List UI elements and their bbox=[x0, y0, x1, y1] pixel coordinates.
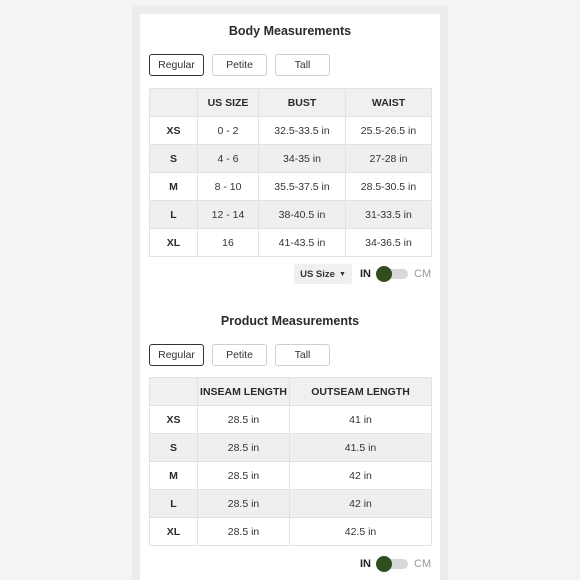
header-cell bbox=[150, 89, 198, 117]
table-cell: 8 - 10 bbox=[198, 173, 259, 201]
size-cell: XS bbox=[150, 406, 198, 434]
size-cell: S bbox=[150, 145, 198, 173]
product-tab-petite[interactable]: Petite bbox=[212, 344, 267, 366]
size-cell: XL bbox=[150, 229, 198, 257]
table-cell: 12 - 14 bbox=[198, 201, 259, 229]
table-row bbox=[150, 518, 432, 546]
unit-in-label: IN bbox=[360, 558, 371, 570]
table-cell: 28.5 in bbox=[198, 490, 290, 518]
body-measurements-table bbox=[149, 88, 432, 257]
table-row bbox=[150, 229, 432, 257]
caret-down-icon: ▼ bbox=[338, 270, 346, 278]
toggle-knob bbox=[376, 556, 392, 572]
body-tab-tall[interactable]: Tall bbox=[275, 54, 330, 76]
product-tab-tall[interactable]: Tall bbox=[275, 344, 330, 366]
table-row bbox=[150, 462, 432, 490]
size-cell: M bbox=[150, 173, 198, 201]
unit-in-label: IN bbox=[360, 268, 371, 280]
table-row bbox=[150, 406, 432, 434]
table-cell: 28.5-30.5 in bbox=[346, 173, 432, 201]
table-row bbox=[150, 173, 432, 201]
unit-cm-label: CM bbox=[414, 268, 432, 280]
table-row bbox=[150, 434, 432, 462]
table-cell: 28.5 in bbox=[198, 518, 290, 546]
table-cell: 42 in bbox=[290, 462, 432, 490]
unit-cm-label: CM bbox=[414, 558, 432, 570]
product-measurements-table bbox=[149, 377, 432, 546]
table-row bbox=[150, 201, 432, 229]
unit-toggle[interactable] bbox=[380, 269, 408, 279]
product-fit-tabs bbox=[149, 344, 330, 366]
size-cell: L bbox=[150, 201, 198, 229]
header-cell: OUTSEAM LENGTH bbox=[290, 378, 432, 406]
table-cell: 38-40.5 in bbox=[259, 201, 346, 229]
header-cell: WAIST bbox=[346, 89, 432, 117]
table-cell: 34-36.5 in bbox=[346, 229, 432, 257]
body-tab-regular[interactable]: Regular bbox=[149, 54, 204, 76]
size-cell: XS bbox=[150, 117, 198, 145]
product-tab-regular[interactable]: Regular bbox=[149, 344, 204, 366]
header-cell bbox=[150, 378, 198, 406]
table-cell: 35.5-37.5 in bbox=[259, 173, 346, 201]
header-cell: INSEAM LENGTH bbox=[198, 378, 290, 406]
table-header-row bbox=[150, 378, 432, 406]
table-cell: 27-28 in bbox=[346, 145, 432, 173]
size-cell: M bbox=[150, 462, 198, 490]
table-header-row bbox=[150, 89, 432, 117]
table-cell: 25.5-26.5 in bbox=[346, 117, 432, 145]
table-cell: 42 in bbox=[290, 490, 432, 518]
body-measurements-title: Body Measurements bbox=[228, 24, 352, 38]
table-cell: 41-43.5 in bbox=[259, 229, 346, 257]
table-cell: 41 in bbox=[290, 406, 432, 434]
table-cell: 16 bbox=[198, 229, 259, 257]
body-tab-petite[interactable]: Petite bbox=[212, 54, 267, 76]
table-row bbox=[150, 117, 432, 145]
body-fit-tabs bbox=[149, 54, 330, 76]
table-cell: 31-33.5 in bbox=[346, 201, 432, 229]
dropdown-label: US Size bbox=[300, 268, 335, 280]
table-row bbox=[150, 145, 432, 173]
table-cell: 41.5 in bbox=[290, 434, 432, 462]
header-cell: BUST bbox=[259, 89, 346, 117]
size-system-dropdown[interactable] bbox=[294, 264, 352, 284]
size-cell: S bbox=[150, 434, 198, 462]
table-cell: 4 - 6 bbox=[198, 145, 259, 173]
size-cell: L bbox=[150, 490, 198, 518]
table-row bbox=[150, 490, 432, 518]
table-cell: 0 - 2 bbox=[198, 117, 259, 145]
toggle-knob bbox=[376, 266, 392, 282]
table-cell: 42.5 in bbox=[290, 518, 432, 546]
header-cell: US SIZE bbox=[198, 89, 259, 117]
table-cell: 32.5-33.5 in bbox=[259, 117, 346, 145]
table-cell: 34-35 in bbox=[259, 145, 346, 173]
size-cell: XL bbox=[150, 518, 198, 546]
table-cell: 28.5 in bbox=[198, 434, 290, 462]
product-measurements-title: Product Measurements bbox=[220, 314, 360, 328]
table-cell: 28.5 in bbox=[198, 462, 290, 490]
unit-toggle[interactable] bbox=[380, 559, 408, 569]
table-cell: 28.5 in bbox=[198, 406, 290, 434]
